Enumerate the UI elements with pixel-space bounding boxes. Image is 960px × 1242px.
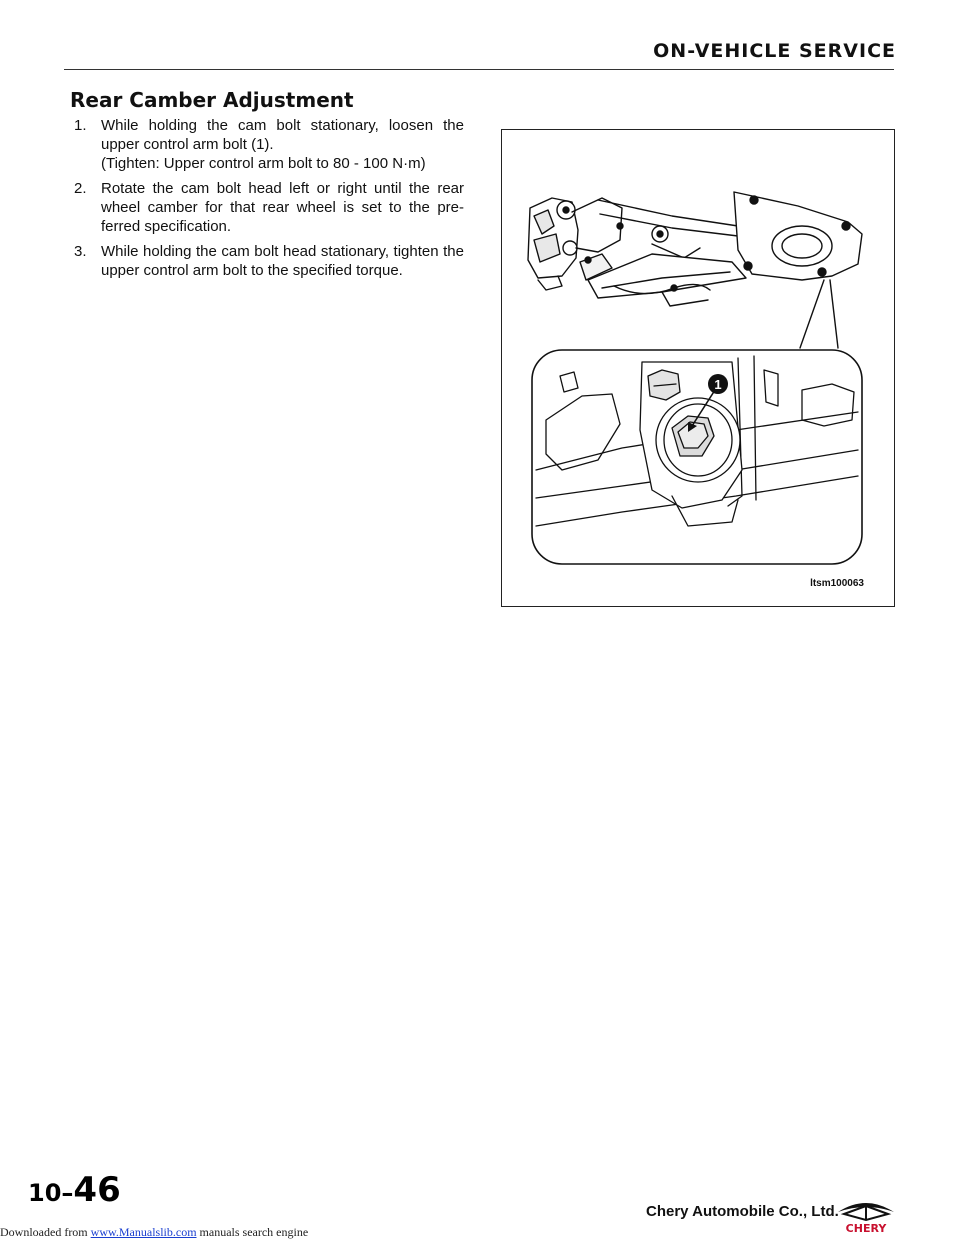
suspension-drawing [502,130,894,606]
step-note: (Tighten: Upper control arm bolt to 80 - 100 N·m) [101,155,426,172]
download-prefix: Downloaded from [0,1225,91,1239]
step-text: While holding the cam bolt head stationary, tighten the upper control arm bolt to the specified torque. [101,243,464,279]
logo-text: CHERY [845,1222,887,1234]
step-3 [74,242,464,280]
step-2 [74,179,464,236]
manualslib-link[interactable]: www.Manualslib.com [90,1225,197,1239]
figure-id: ltsm100063 [810,578,864,589]
page-number [28,1170,121,1210]
header-divider [64,69,894,70]
suspension-illustration [501,129,895,607]
chery-logo-icon [834,1198,898,1234]
download-note [0,1225,308,1240]
company-name: Chery Automobile Co., Ltd. [646,1203,839,1220]
page-chapter: 10– [28,1179,74,1207]
step-1 [74,116,464,173]
callout-label: 1 [714,377,722,392]
step-number: 1. [74,117,87,134]
step-number: 2. [74,180,87,197]
download-suffix: manuals search engine [196,1225,309,1239]
procedure-steps [74,116,464,286]
step-text: Rotate the cam bolt head left or right until the rear wheel camber for that rear wheel is set to the pre-ferred specification. [101,180,464,235]
step-number: 3. [74,243,87,260]
header-title: ON-VEHICLE SERVICE [653,40,896,62]
section-title: Rear Camber Adjustment [70,88,354,112]
step-text: While holding the cam bolt stationary, loosen the upper control arm bolt (1). [101,117,464,153]
page-number-value: 46 [73,1170,121,1210]
